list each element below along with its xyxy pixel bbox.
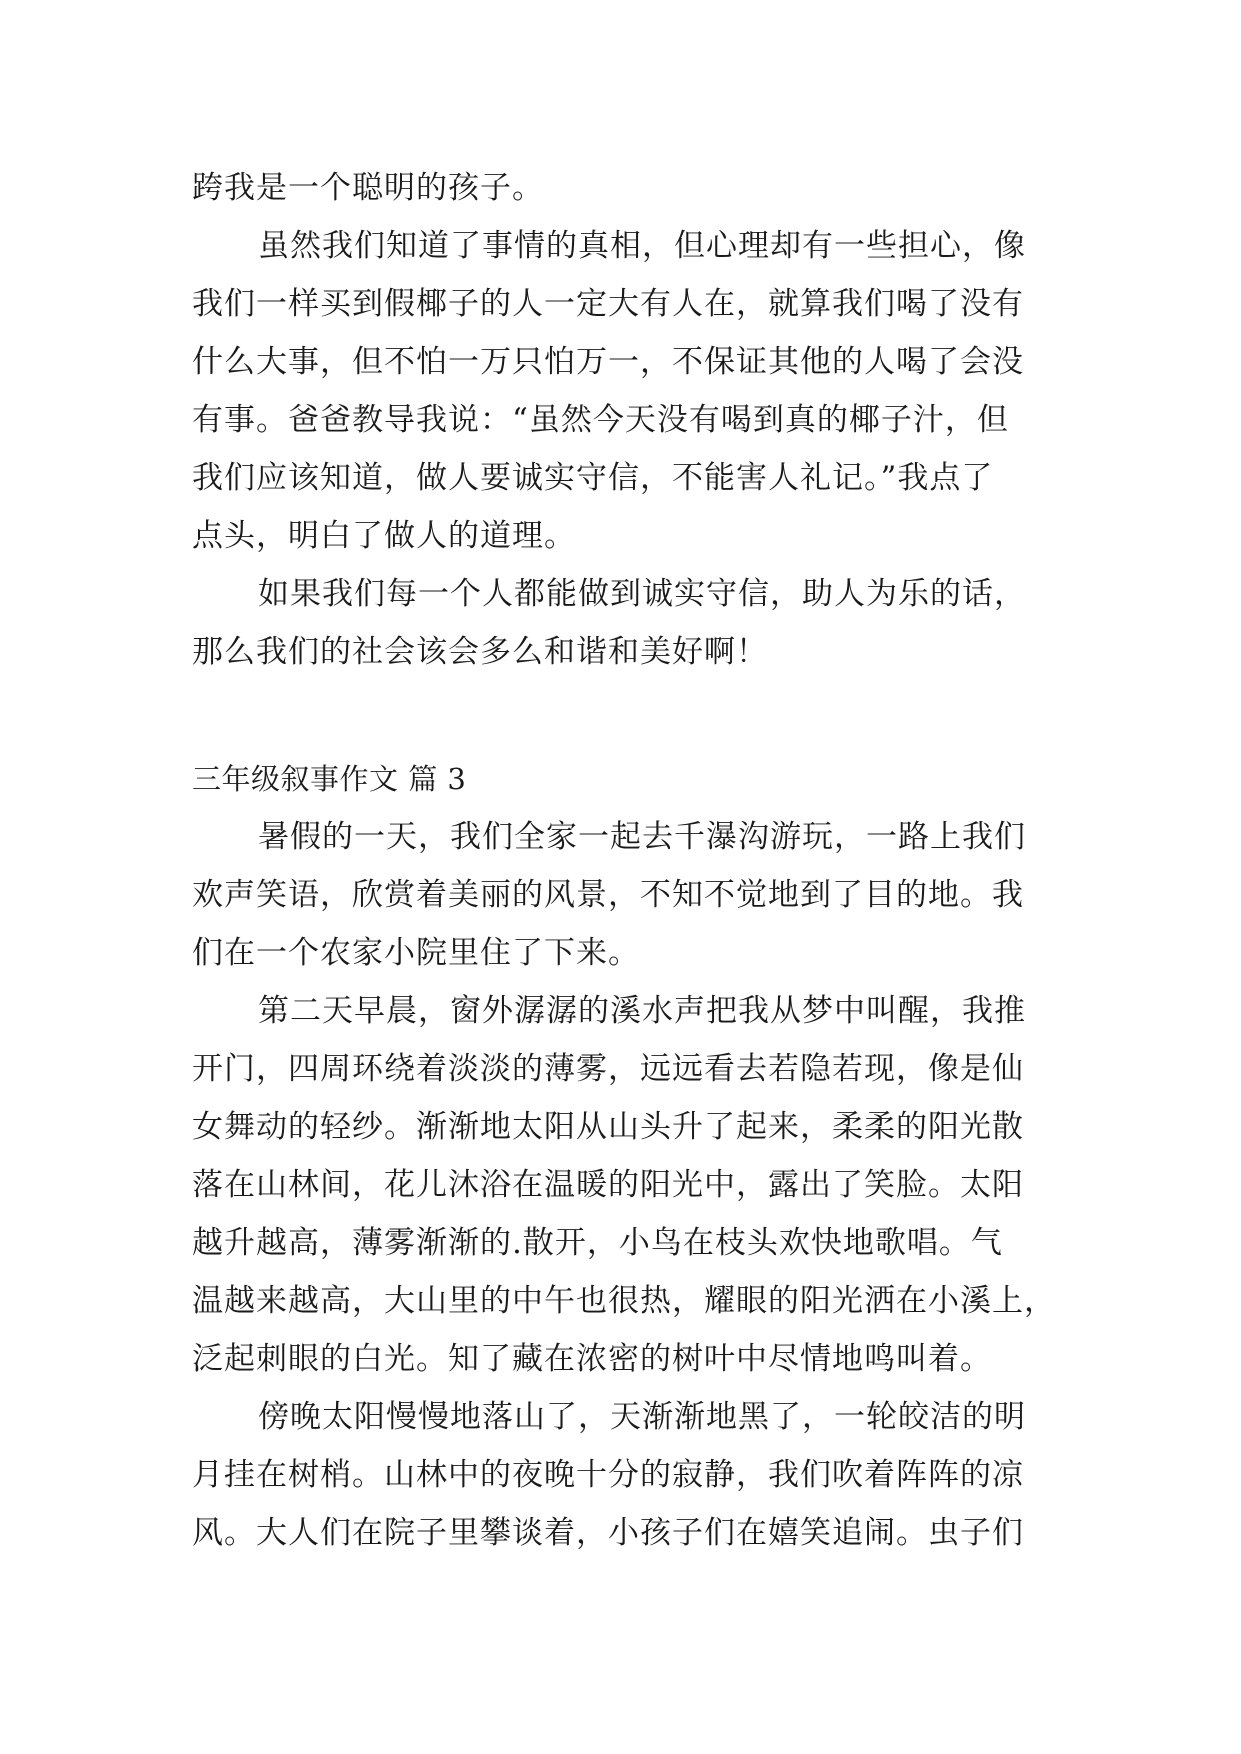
- text-line: 我们一样买到假椰子的人一定大有人在，就算我们喝了没有: [192, 286, 1024, 322]
- text-line: 如果我们每一个人都能做到诚实守信，助人为乐的话，: [258, 576, 1026, 612]
- paragraph: [192, 982, 1072, 1388]
- paragraph: [192, 808, 1072, 982]
- text-line: 什么大事，但不怕一万只怕万一，不保证其他的人喝了会没: [192, 344, 1024, 380]
- section-heading: 三年级叙事作文 篇 3: [192, 762, 467, 796]
- text-line: 有事。爸爸教导我说：“虽然今天没有喝到真的椰子汁，但: [192, 402, 1009, 438]
- text-line: 风。大人们在院子里攀谈着，小孩子们在嬉笑追闹。虫子们: [192, 1515, 1024, 1551]
- text-line: 落在山林间，花儿沐浴在温暖的阳光中，露出了笑脸。太阳: [192, 1167, 1024, 1203]
- text-line: 第二天早晨，窗外潺潺的溪水声把我从梦中叫醒，我推: [258, 993, 1026, 1029]
- text-line: 我们应该知道，做人要诚实守信，不能害人礼记。”我点了: [192, 460, 994, 496]
- paragraph: [192, 217, 1072, 565]
- text-line: 越升越高，薄雾渐渐的.散开，小鸟在枝头欢快地歌唱。气: [192, 1225, 1003, 1261]
- text-line: 女舞动的轻纱。渐渐地太阳从山头升了起来，柔柔的阳光散: [192, 1109, 1024, 1145]
- text-line: 月挂在树梢。山林中的夜晚十分的寂静，我们吹着阵阵的凉: [192, 1457, 1024, 1493]
- text-line: 泛起刺眼的白光。知了藏在浓密的树叶中尽情地鸣叫着。: [192, 1341, 992, 1377]
- paragraph: [192, 565, 1072, 681]
- text-line: 暑假的一天，我们全家一起去千瀑沟游玩，一路上我们: [258, 819, 1026, 855]
- paragraph: [192, 159, 1072, 217]
- text-line: 那么我们的社会该会多么和谐和美好啊！: [192, 634, 768, 670]
- text-line: 点头，明白了做人的道理。: [192, 518, 576, 554]
- text-line: 欢声笑语，欣赏着美丽的风景，不知不觉地到了目的地。我: [192, 877, 1024, 913]
- paragraph: [192, 1388, 1072, 1562]
- text-line: 温越来越高，大山里的中午也很热，耀眼的阳光洒在小溪上，: [192, 1283, 1056, 1319]
- text-line: 跨我是一个聪明的孩子。: [192, 170, 544, 206]
- text-line: 虽然我们知道了事情的真相，但心理却有一些担心，像: [258, 228, 1026, 264]
- text-line: 傍晚太阳慢慢地落山了，天渐渐地黑了，一轮皎洁的明: [258, 1399, 1026, 1435]
- essay-continuation: [192, 159, 1072, 681]
- text-line: 们在一个农家小院里住了下来。: [192, 935, 640, 971]
- text-line: 开门，四周环绕着淡淡的薄雾，远远看去若隐若现，像是仙: [192, 1051, 1024, 1087]
- essay-section-3: [192, 750, 1072, 1562]
